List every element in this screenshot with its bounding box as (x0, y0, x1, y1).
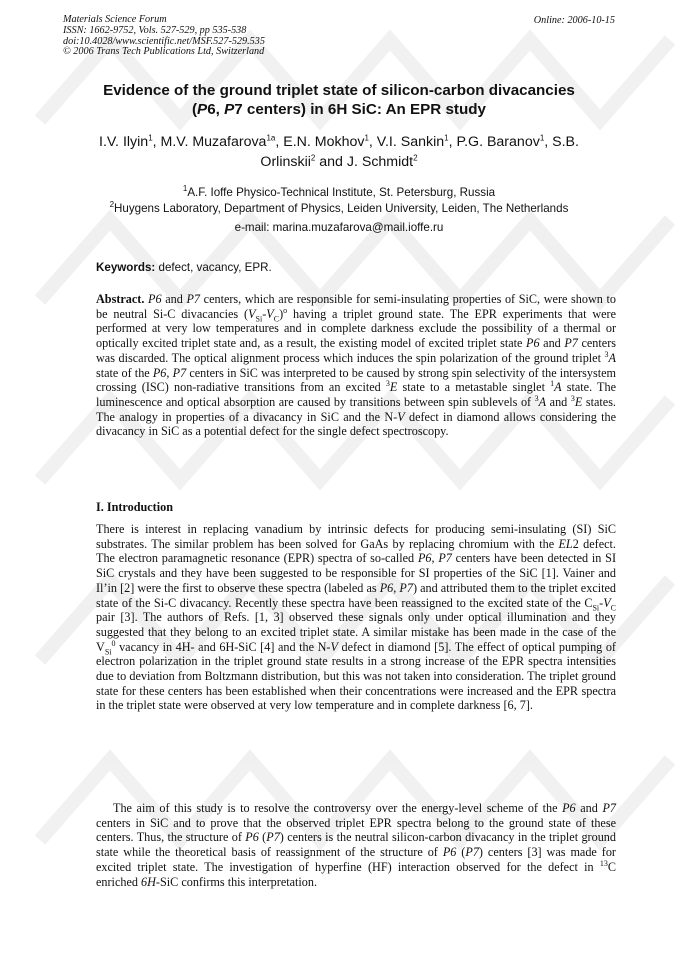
abstract-label: Abstract. (96, 292, 145, 306)
author-list (80, 133, 598, 172)
abstract-superscript: o (283, 305, 288, 315)
body-text: ) centers [3] was made for excited triplet state. The investigation of hyperfine (HF) interaction observed for the defect in (96, 845, 616, 874)
affiliation-1 (60, 185, 618, 201)
intro-paragraph-2 (96, 801, 616, 889)
title-line-1: Evidence of the ground triplet state of silicon-carbon divacancies (103, 82, 575, 99)
abstract-superscript: 3 (385, 379, 390, 389)
abstract-italic: V (248, 306, 256, 321)
journal-name: Materials Science Forum (63, 14, 167, 25)
author-affil-mark: 1 (539, 133, 545, 143)
body-text: , (393, 580, 400, 595)
abstract-superscript: 1 (550, 379, 555, 389)
affiliation-mark: 1 (182, 184, 188, 194)
abstract-superscript: 3 (570, 393, 575, 403)
body-text: , (431, 551, 439, 566)
author-affil-mark: 1 (148, 133, 153, 143)
body-italic: P7 (465, 845, 479, 860)
author-name: and J. Schmidt (315, 153, 414, 170)
author-name: , V.I. Sankin (368, 134, 445, 150)
doi-line: doi:10.4028/www.scientific.net/MSF.527-529.535 (63, 35, 265, 47)
issn-line: ISSN: 1662-9752, Vols. 527-529, pp 535-538 (63, 24, 247, 36)
body-text: ) centers is the neutral silicon-carbon divacancy in the triplet ground state while the theoretical basis of reassignment of the structure of (96, 830, 616, 860)
body-italic: V (603, 595, 611, 610)
keywords-label: Keywords: (96, 261, 156, 274)
abstract-italic: E (389, 380, 398, 395)
body-text: defect in diamond [5]. The effect of optical pumping of electron polarization in the triplet ground state results in a strong increase of the EPR spectra intensities due to deviation from Boltzmann distribution, but this was not taken into consideration. The triplet ground state for these centers has been established when their concentrations were increased and the EPR spectra in the triplet state were observed at very low temperature and in complete darkness [6, 7]. (96, 639, 616, 713)
abstract-italic: E (574, 394, 583, 409)
abstract-text: state of the (96, 365, 153, 380)
author-name: , M.V. Muzafarova (152, 134, 267, 150)
body-text: - (599, 595, 604, 610)
body-italic: P7 (438, 551, 452, 566)
body-italic: P7 (602, 801, 616, 815)
abstract-italic: P6 (152, 365, 167, 380)
author-name: , S.B. Orlinskii (260, 134, 579, 170)
body-subscript: C (610, 602, 616, 612)
body-text: centers have been detected in SI SiC crystals and they have been suggested to be responsible for SI properties of the SiC [1]. Vainer and Il’in [2] were the first to observe these spectra (labeled as (96, 551, 617, 595)
abstract-superscript: 3 (604, 349, 609, 359)
body-text: centers in SiC and to prove that the observed triplet EPR spectra belong to the ground state of these centers. Thus, the structure of (96, 815, 616, 845)
body-italic: P7 (266, 830, 280, 845)
author-name: , P.G. Baranov (448, 134, 540, 150)
contact-email: e-mail: marina.muzafarova@mail.ioffe.ru (234, 221, 444, 235)
abstract-text: states. The analogy in properties of a divacancy in SiC and the N- (96, 394, 616, 424)
abstract-text: and (539, 336, 565, 351)
abstract-italic: P7 (564, 336, 578, 351)
abstract-italic: P7 (186, 292, 201, 306)
abstract-italic: P6 (148, 292, 162, 306)
body-text: ( (456, 845, 466, 860)
author-affil-mark: 2 (413, 152, 418, 162)
body-italic: P6 (562, 801, 576, 815)
abstract-text: centers, which are responsible for semi-insulating properties of SiC, were shown to be neutral Si-C divacancies ( (96, 292, 617, 321)
affiliation-2 (60, 201, 618, 217)
abstract-text: having a triplet ground state. The EPR experiments that were performed at very low temperatures and in complete darkness exclude the possibility of a thermal or optically excited triplet state and, as a result, the existing model of excited triplet state (96, 306, 616, 351)
body-italic: P6 (442, 845, 457, 860)
abstract-text: state. The luminescence and optical absorption are caused by transitions between spin sublevels of (96, 380, 617, 409)
title-line-2 (80, 100, 598, 119)
body-text: -SiC confirms this interpretation. (155, 874, 318, 889)
abstract-italic: P6 (526, 336, 540, 351)
body-text: The aim of this study is to resolve the controversy over the energy-level scheme of the (113, 801, 563, 815)
body-text: 2 defect. The electron paramagnetic resonance (EPR) spectra of so-called (96, 536, 616, 566)
affiliation-text: A.F. Ioffe Physico-Technical Institute, St. Petersburg, Russia (187, 186, 496, 199)
keywords (96, 261, 272, 274)
online-date: Online: 2006-10-15 (533, 15, 615, 26)
abstract-text: and (546, 394, 571, 409)
body-superscript: 0 (111, 638, 116, 648)
body-italic: P6 (245, 830, 259, 845)
body-italic: EL (558, 536, 573, 551)
title-p6-num: 6, (207, 101, 225, 118)
body-italic: V (330, 639, 338, 654)
body-text: There is interest in replacing vanadium by intrinsic defects for producing semi-insulating (SI) SiC substrates. The similar problem has been solved for GaAs by replacing chromium with the (96, 522, 616, 551)
abstract-subscript: C (273, 314, 280, 324)
author-affil-mark: 1a (266, 133, 276, 143)
abstract-italic: A (554, 380, 562, 395)
author-affil-mark: 2 (310, 152, 316, 162)
author-name: , E.N. Mokhov (275, 134, 365, 150)
intro-paragraph-1 (96, 522, 616, 713)
abstract-subscript: Si (255, 314, 263, 324)
title-p7-letter: P (224, 101, 235, 118)
copyright-line: © 2006 Trans Tech Publications Ltd, Switzerland (63, 46, 265, 58)
paper-title (80, 81, 598, 119)
title-p6-letter: P (197, 101, 208, 118)
body-subscript: Si (104, 647, 112, 657)
abstract-italic: P7 (172, 365, 187, 380)
body-italic: 6H (141, 874, 156, 889)
affiliation-mark: 2 (109, 200, 115, 210)
body-text: and (575, 801, 603, 815)
abstract-italic: V (397, 409, 405, 424)
keywords-text: defect, vacancy, EPR. (155, 261, 272, 274)
abstract-italic: A (608, 350, 616, 365)
abstract-text: centers was discarded. The optical alignment process which induces the spin polarization of the ground triplet (96, 336, 616, 365)
affiliations (60, 185, 618, 237)
section-heading-introduction: I. Introduction (96, 500, 173, 514)
body-text: pair [3]. The authors of Refs. [1, 3] observed these signals only under optical illumination and they suggested that they belong to an excited triplet state. A similar mistake has been made in the case of the V (96, 610, 616, 654)
body-italic: P6 (379, 580, 394, 595)
body-text: vacancy in 4H- and 6H-SiC [4] and the N- (115, 639, 331, 654)
abstract-italic: V (266, 306, 274, 321)
body-subscript: Si (592, 602, 600, 612)
author-name: I.V. Ilyin (99, 134, 149, 150)
body-superscript: 13 (599, 858, 608, 868)
abstract-paragraph (96, 292, 616, 439)
affiliation-text: Huygens Laboratory, Department of Physics, Leiden University, Leiden, The Netherlands (114, 202, 569, 216)
body-italic: P6 (417, 551, 432, 566)
body-text: C enriched (96, 859, 616, 889)
abstract-text: , (166, 365, 173, 380)
title-line-2-rest: 7 centers) in 6H SiC: An EPR study (234, 101, 486, 118)
abstract-text: state to a metastable singlet (397, 380, 551, 395)
abstract-text: ) (279, 306, 284, 321)
body-italic: P7 (399, 580, 413, 595)
abstract-text: - (262, 306, 267, 321)
journal-header (63, 15, 265, 58)
body-text: ( (258, 830, 267, 845)
abstract-superscript: 3 (534, 393, 539, 403)
abstract-text: and (161, 292, 187, 306)
abstract-text: centers in SiC was interpreted to be caused by strong spin selectivity of the intersystem crossing (ISC) non-radiative transitions from an excited (96, 365, 616, 395)
title-open: ( (191, 101, 198, 118)
abstract-text: defect in diamond allows considering the divacancy in SiC as a potential defect for the single defect spectroscopy. (96, 409, 616, 439)
abstract-italic: A (538, 394, 547, 409)
body-text: ) and attributed them to the triplet excited state of the Si-C divacancy. Recently these spectra have been reassigned to the excited state of the C (96, 580, 616, 610)
author-affil-mark: 1 (444, 133, 449, 143)
author-affil-mark: 1 (364, 133, 369, 143)
